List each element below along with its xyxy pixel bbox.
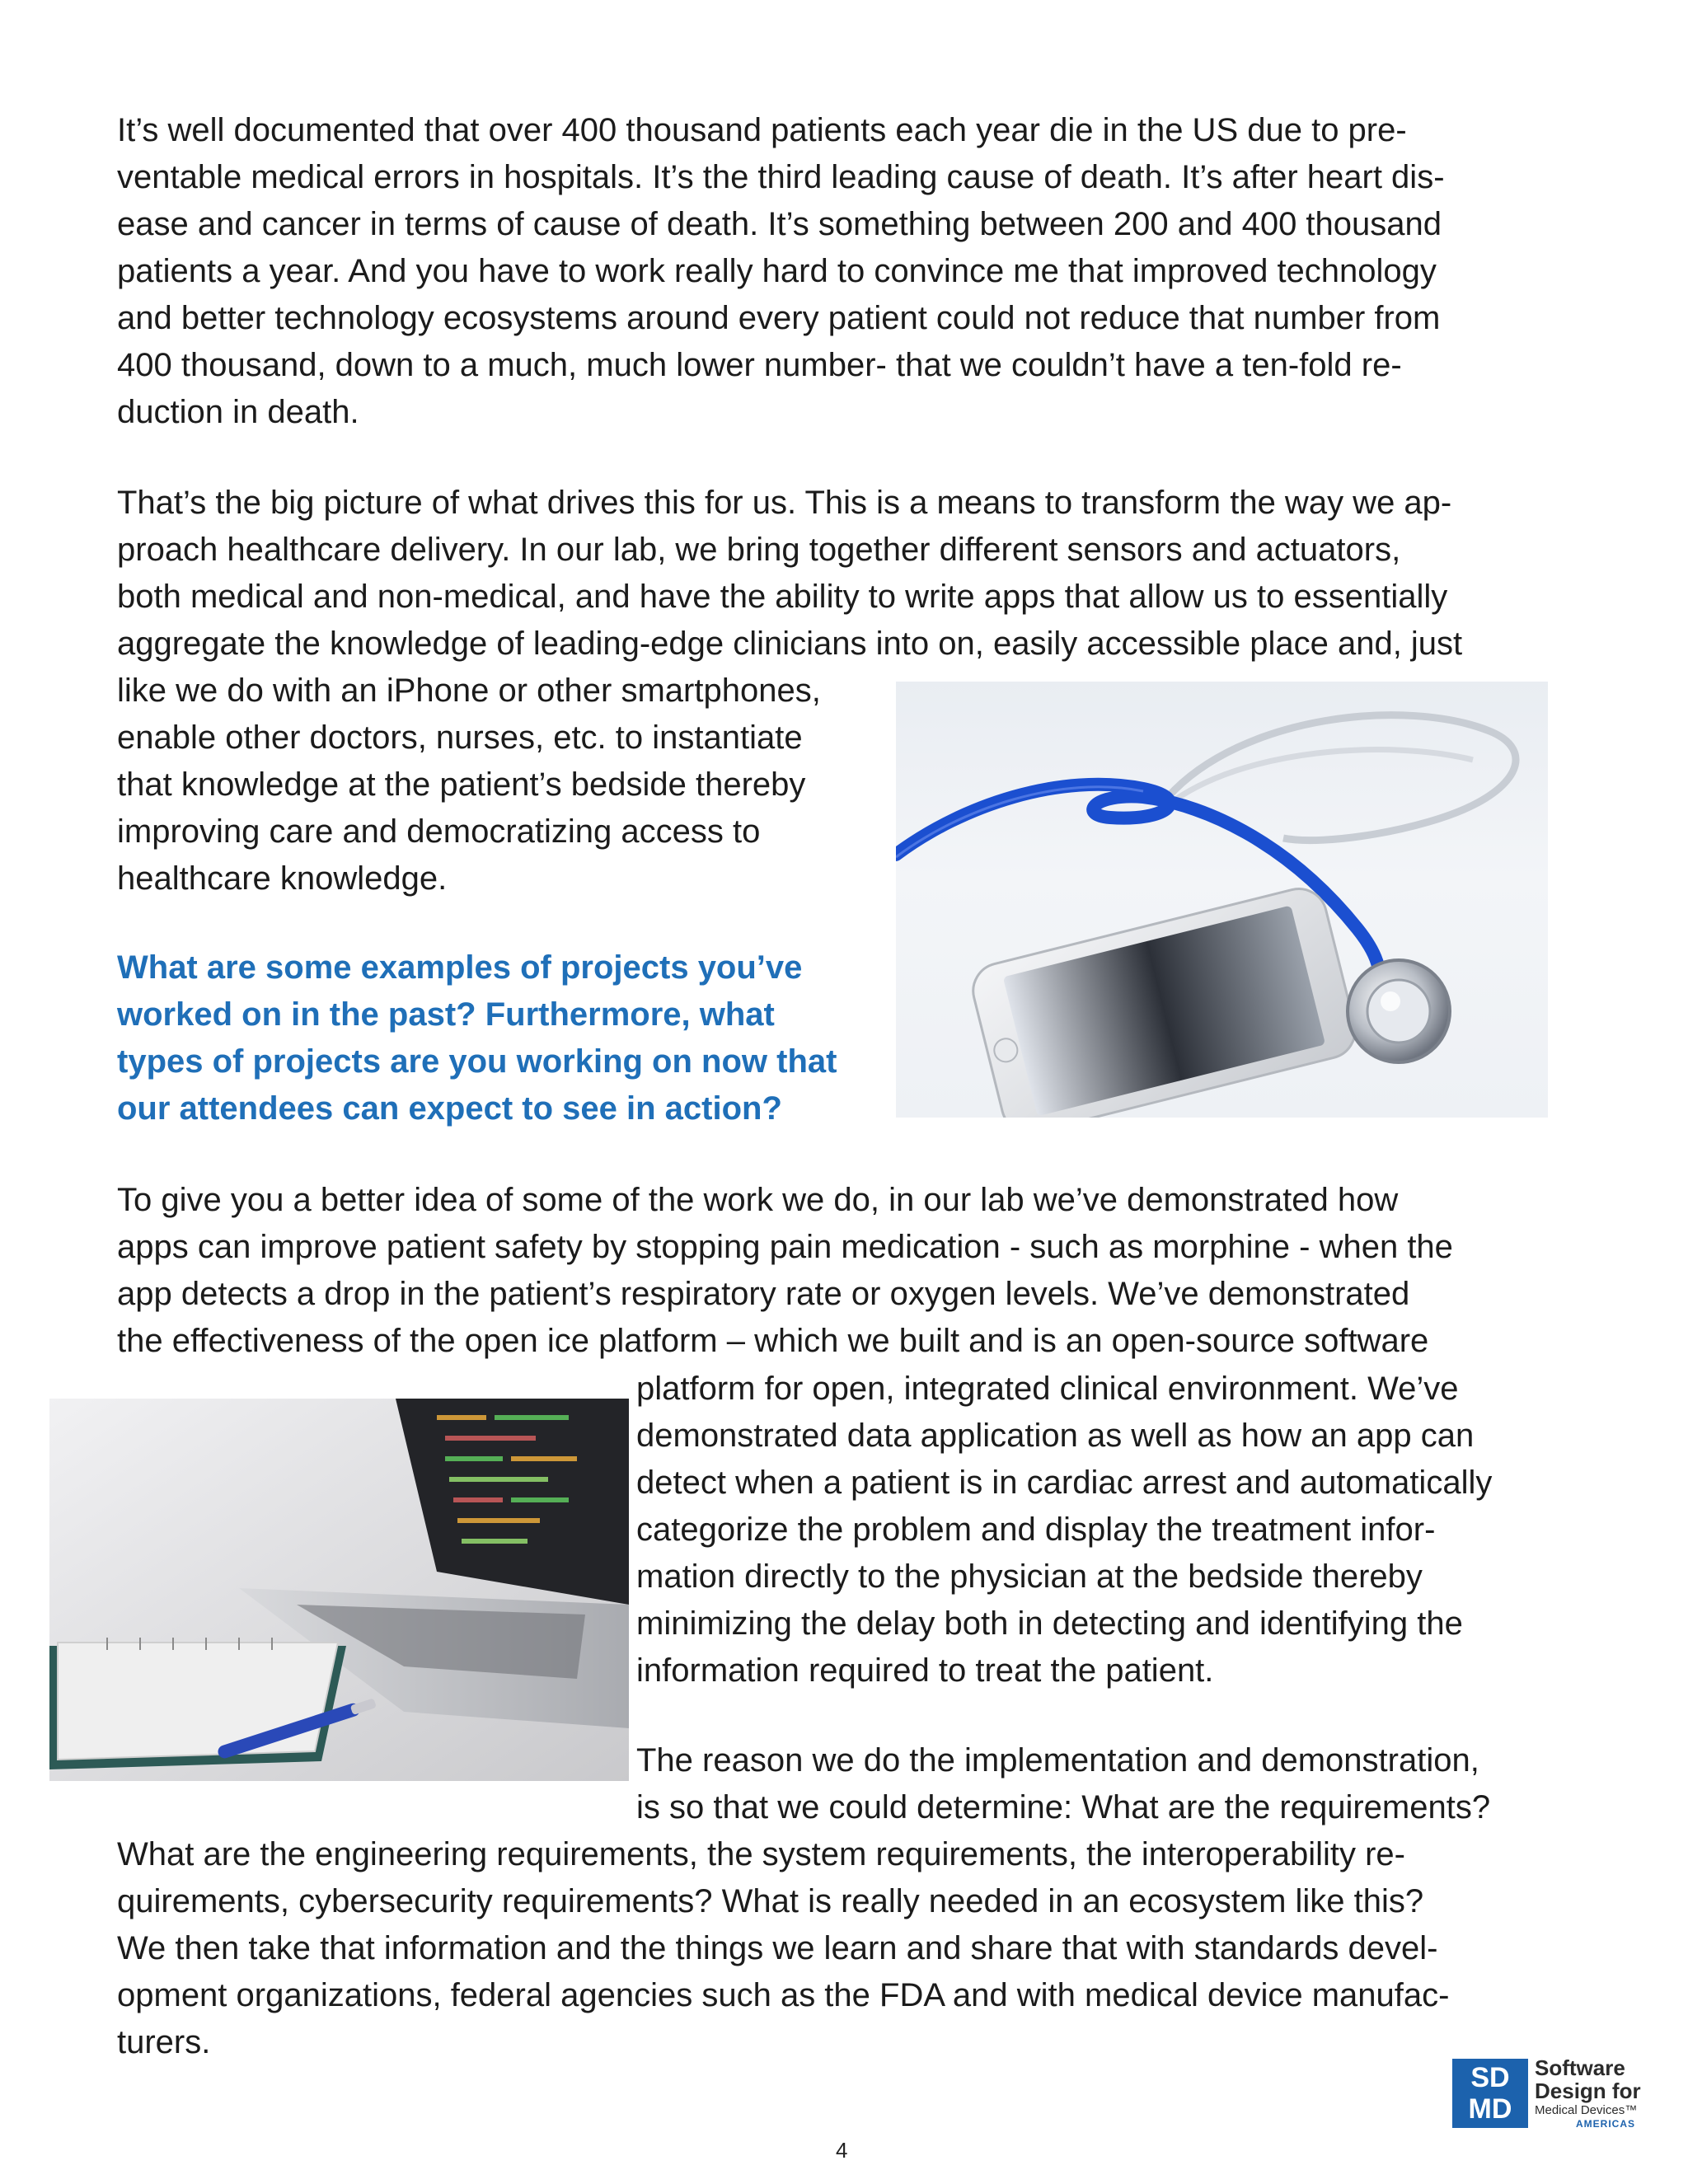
text-line: categorize the problem and display the treatment infor- xyxy=(636,1511,1436,1548)
text-line: patients a year. And you have to work really hard to convince me that improved technology xyxy=(117,253,1437,289)
text-line: platform for open, integrated clinical environment. We’ve xyxy=(636,1371,1459,1407)
text-line: We then take that information and the things we learn and share that with standards devel- xyxy=(117,1930,1438,1966)
text-line: aggregate the knowledge of leading-edge clinicians into on, easily accessible place and, just xyxy=(117,626,1463,662)
text-line: turers. xyxy=(117,2024,211,2060)
text-line: like we do with an iPhone or other smartphones, xyxy=(117,673,821,709)
text-line: To give you a better idea of some of the work we do, in our lab we’ve demonstrated how xyxy=(117,1182,1399,1218)
logo-line-4: AMERICAS xyxy=(1576,2118,1636,2130)
logo-line-2: Design for xyxy=(1535,2079,1641,2103)
interview-question xyxy=(117,944,837,1132)
logo-line-1: Software xyxy=(1535,2055,1625,2080)
logo-mark xyxy=(1452,2059,1528,2128)
text-line: 400 thousand, down to a much, much lower number- that we couldn’t have a ten-fold re- xyxy=(117,347,1402,383)
text-line: the effectiveness of the open ice platform – which we built and is an open-source software xyxy=(117,1323,1429,1359)
laptop-notebook-photo xyxy=(49,1399,629,1781)
paragraph-3 xyxy=(117,1177,1453,1365)
text-line: improving care and democratizing access to xyxy=(117,813,761,850)
question-line: What are some examples of projects you’ve xyxy=(117,949,803,986)
text-line: proach healthcare delivery. In our lab, we bring together different sensors and actuators, xyxy=(117,532,1401,568)
text-line: enable other doctors, nurses, etc. to instantiate xyxy=(117,719,803,756)
text-line: ventable medical errors in hospitals. It’s the third leading cause of death. It’s after heart dis- xyxy=(117,159,1445,195)
page-number: 4 xyxy=(836,2138,848,2163)
text-line: quirements, cybersecurity requirements? What is really needed in an ecosystem like this? xyxy=(117,1883,1424,1919)
logo-mark-bottom: MD xyxy=(1468,2093,1512,2125)
text-line: It’s well documented that over 400 thousand patients each year die in the US due to pre- xyxy=(117,112,1407,148)
text-line: minimizing the delay both in detecting and identifying the xyxy=(636,1605,1463,1642)
text-line: that knowledge at the patient’s bedside thereby xyxy=(117,766,806,803)
sdmd-logo xyxy=(1452,2055,1645,2133)
text-line: opment organizations, federal agencies such as the FDA and with medical device manufac- xyxy=(117,1977,1450,2013)
text-line: demonstrated data application as well as how an app can xyxy=(636,1418,1475,1454)
text-line: mation directly to the physician at the bedside thereby xyxy=(636,1558,1423,1595)
text-line: The reason we do the implementation and demonstration, xyxy=(636,1742,1479,1779)
stethoscope-illustration xyxy=(896,682,1548,1118)
laptop-illustration xyxy=(49,1399,629,1781)
text-line: duction in death. xyxy=(117,394,359,430)
text-line: app detects a drop in the patient’s respiratory rate or oxygen levels. We’ve demonstrated xyxy=(117,1276,1410,1312)
paragraph-1 xyxy=(117,107,1445,436)
paragraph-4-continued xyxy=(117,1831,1449,2066)
logo-mark-top: SD xyxy=(1470,2062,1510,2093)
text-line: What are the engineering requirements, the system requirements, the interoperability re- xyxy=(117,1836,1405,1872)
text-line: and better technology ecosystems around every patient could not reduce that number from xyxy=(117,300,1441,336)
text-line: is so that we could determine: What are the requirements? xyxy=(636,1789,1491,1825)
paragraph-3-continued xyxy=(636,1366,1492,1694)
question-line: types of projects are you working on now that xyxy=(117,1043,837,1080)
stethoscope-phone-photo xyxy=(896,682,1548,1118)
text-line: both medical and non-medical, and have the ability to write apps that allow us to essentially xyxy=(117,579,1448,615)
question-line: our attendees can expect to see in action? xyxy=(117,1090,782,1127)
text-line: healthcare knowledge. xyxy=(117,860,448,897)
question-line: worked on in the past? Furthermore, what xyxy=(117,996,775,1033)
text-line: apps can improve patient safety by stopping pain medication - such as morphine - when the xyxy=(117,1229,1453,1265)
text-line: information required to treat the patient. xyxy=(636,1652,1214,1689)
logo-line-3: Medical Devices™ xyxy=(1535,2103,1638,2117)
paragraph-4 xyxy=(636,1737,1490,1831)
text-line: detect when a patient is in cardiac arrest and automatically xyxy=(636,1465,1493,1501)
text-line: ease and cancer in terms of cause of death. It’s something between 200 and 400 thousand xyxy=(117,206,1442,242)
text-line: That’s the big picture of what drives this for us. This is a means to transform the way we ap- xyxy=(117,485,1452,521)
